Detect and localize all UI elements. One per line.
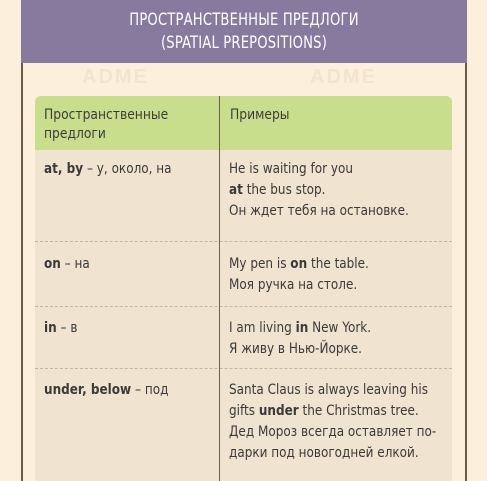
header-title-line2: (SPATIAL PREPOSITIONS) [160,33,328,53]
row-divider [35,368,452,369]
example-line: I am living in New York. [229,320,372,336]
right-border-line [465,0,467,481]
example-cell [229,159,409,222]
example-cell [229,254,369,296]
example-line: He is waiting for you [229,161,353,177]
left-border-line [21,0,23,481]
example-line: Santa Claus is always leaving his [229,382,429,398]
example-line: Дед Мороз всегда оставляет по- [229,424,437,440]
row-divider [35,241,452,242]
header-title-line1: ПРОСТРАНСТВЕННЫЕ ПРЕДЛОГИ [129,10,359,30]
example-line: gifts under the Christmas tree. [229,403,419,419]
preposition-cell [44,318,77,339]
row-divider [35,306,452,307]
table-body [35,150,452,481]
preposition-term: on [44,256,61,272]
example-line: Он ждет тебя на остановке. [229,203,409,219]
preposition-term: in [44,320,57,336]
watermark: ADME [310,66,377,88]
example-line: My pen is on the table. [229,256,369,272]
example-line: Моя ручка на столе. [229,277,358,293]
column-header-prepositions: Пространственные предлоги [44,107,169,142]
example-line: Я живу в Нью-Йорке. [229,341,362,357]
prepositions-table [35,96,452,481]
example-line: дарки под новогодней елкой. [229,445,419,461]
preposition-translation: – у, около, на [83,161,172,177]
table-header [35,96,452,150]
example-cell [229,318,371,360]
preposition-translation: – на [60,256,90,272]
header-banner [21,0,467,63]
preposition-term: under, below [44,382,132,398]
preposition-translation: – под [131,382,169,398]
watermark: ADME [82,66,149,88]
example-cell [229,380,436,464]
preposition-translation: – в [56,320,78,336]
column-header-examples: Примеры [230,107,290,123]
preposition-cell [44,380,168,401]
preposition-term: at, by [44,161,84,177]
preposition-cell [44,254,90,275]
column-divider [219,96,220,481]
preposition-cell [44,159,172,180]
example-line: at the bus stop. [229,182,326,198]
